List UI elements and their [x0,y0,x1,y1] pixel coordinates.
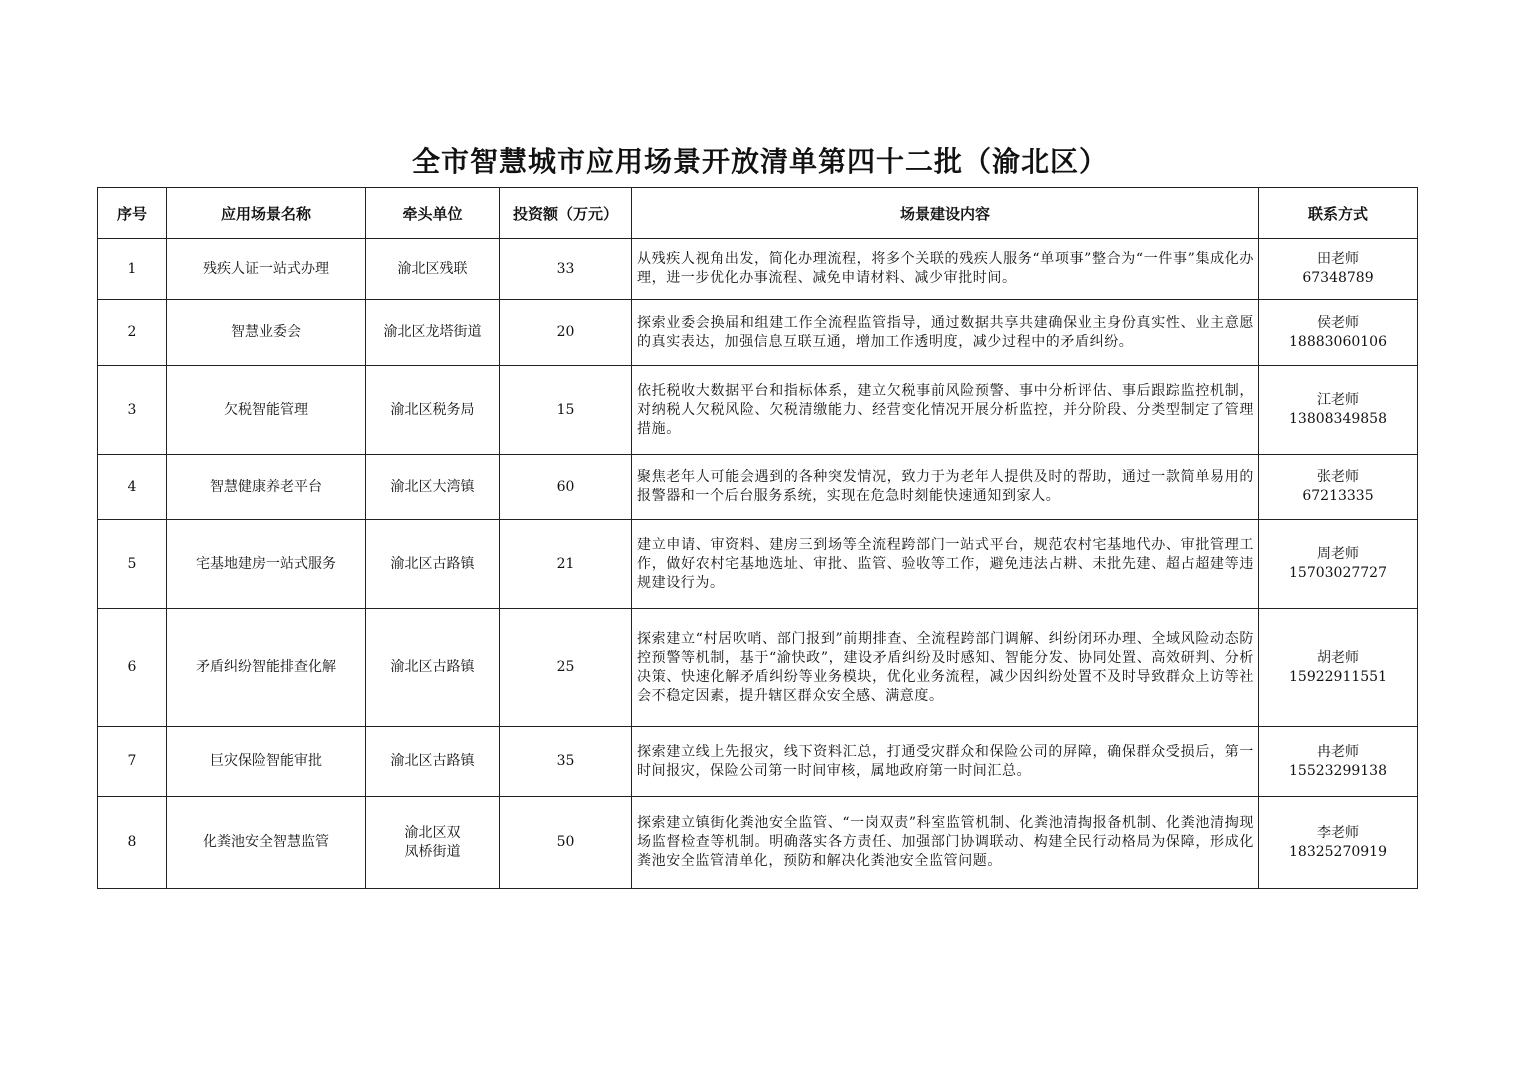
contact-phone: 67348789 [1302,270,1374,286]
header-unit: 牵头单位 [366,188,500,239]
cell-investment: 20 [500,300,632,366]
cell-unit: 渝北区残联 [366,239,500,300]
cell-contact [1259,239,1418,300]
cell-unit: 渝北区龙塔街道 [366,300,500,366]
cell-name: 智慧健康养老平台 [167,455,366,520]
cell-name: 矛盾纠纷智能排查化解 [167,609,366,727]
contact-name: 李老师 [1317,824,1359,841]
header-content: 场景建设内容 [632,188,1259,239]
header-contact: 联系方式 [1259,188,1418,239]
cell-investment: 50 [500,797,632,889]
contact-name: 胡老师 [1317,649,1359,666]
unit-line-2: 凤桥街道 [404,843,461,860]
table-header-row [98,188,1418,239]
contact-name: 侯老师 [1317,314,1359,331]
scenario-table [97,187,1418,889]
cell-content: 探索业委会换届和组建工作全流程监管指导，通过数据共享共建确保业主身份真实性、业主意愿的真实表达，加强信息互联互通，增加工作透明度，减少过程中的矛盾纠纷。 [632,300,1259,366]
cell-investment: 15 [500,366,632,455]
header-name: 应用场景名称 [167,188,366,239]
cell-no: 2 [98,300,167,366]
cell-name: 巨灾保险智能审批 [167,727,366,797]
table-row [98,609,1418,727]
table-row [98,366,1418,455]
contact-name: 田老师 [1317,251,1359,267]
cell-name: 宅基地建房一站式服务 [167,520,366,609]
cell-no: 8 [98,797,167,889]
cell-unit [366,797,500,889]
cell-investment: 25 [500,609,632,727]
cell-unit: 渝北区古路镇 [366,520,500,609]
cell-content: 依托税收大数据平台和指标体系，建立欠税事前风险预警、事中分析评估、事后跟踪监控机制，对纳税人欠税风险、欠税清缴能力、经营变化情况开展分析监控，并分阶段、分类型制定了管理措施。 [632,366,1259,455]
header-no: 序号 [98,188,167,239]
cell-name: 残疾人证一站式办理 [167,239,366,300]
cell-no: 1 [98,239,167,300]
unit-line-1: 渝北区双 [404,824,461,841]
contact-phone: 67213335 [1302,488,1374,504]
contact-phone: 13808349858 [1289,411,1387,427]
cell-no: 7 [98,727,167,797]
cell-content: 探索建立“村居吹哨、部门报到”前期排查、全流程跨部门调解、纠纷闭环办理、全域风险动态防控预警等机制，基于“渝快政”，建设矛盾纠纷及时感知、智能分发、协同处置、高效研判、分析决策、快速化解矛盾纠纷等业务模块，优化业务流程，减少因纠纷处置不及时导致群众上访等社会不稳定因素，提升辖区群众安全感、满意度。 [632,609,1259,727]
cell-name: 智慧业委会 [167,300,366,366]
cell-no: 6 [98,609,167,727]
cell-content: 聚焦老年人可能会遇到的各种突发情况，致力于为老年人提供及时的帮助，通过一款简单易用的报警器和一个后台服务系统，实现在危急时刻能快速通知到家人。 [632,455,1259,520]
cell-unit: 渝北区古路镇 [366,727,500,797]
contact-phone: 15922911551 [1289,668,1387,685]
cell-content: 探索建立镇街化粪池安全监管、“一岗双责”科室监管机制、化粪池清掏报备机制、化粪池清掏现场监督检查等机制。明确落实各方责任、加强部门协调联动、构建全民行动格局为保障，形成化粪池安全监管清单化，预防和解决化粪池安全监管问题。 [632,797,1259,889]
cell-investment: 33 [500,239,632,300]
cell-contact [1259,300,1418,366]
cell-content: 探索建立线上先报灾，线下资料汇总，打通受灾群众和保险公司的屏障，确保群众受损后，第一时间报灾，保险公司第一时间审核，属地政府第一时间汇总。 [632,727,1259,797]
contact-name: 周老师 [1317,546,1359,562]
contact-name: 张老师 [1317,469,1359,485]
header-investment: 投资额（万元） [500,188,632,239]
cell-contact [1259,366,1418,455]
contact-phone: 18325270919 [1289,843,1387,860]
contact-phone: 15703027727 [1289,565,1387,581]
table-row [98,239,1418,300]
cell-contact [1259,727,1418,797]
cell-contact [1259,455,1418,520]
cell-no: 3 [98,366,167,455]
contact-name: 江老师 [1317,392,1359,408]
cell-content: 建立申请、审资料、建房三到场等全流程跨部门一站式平台，规范农村宅基地代办、审批管理工作，做好农村宅基地选址、审批、监管、验收等工作，避免违法占耕、未批先建、超占超建等违规建设行为。 [632,520,1259,609]
cell-name: 化粪池安全智慧监管 [167,797,366,889]
contact-phone: 15523299138 [1289,762,1387,779]
cell-contact [1259,797,1418,889]
cell-investment: 60 [500,455,632,520]
contact-phone: 18883060106 [1289,333,1387,350]
cell-investment: 21 [500,520,632,609]
table-row [98,455,1418,520]
cell-investment: 35 [500,727,632,797]
cell-unit: 渝北区古路镇 [366,609,500,727]
table-row [98,797,1418,889]
contact-name: 冉老师 [1317,743,1359,760]
cell-no: 5 [98,520,167,609]
cell-no: 4 [98,455,167,520]
table-row [98,520,1418,609]
cell-name: 欠税智能管理 [167,366,366,455]
table-row [98,300,1418,366]
table-row [98,727,1418,797]
cell-unit: 渝北区大湾镇 [366,455,500,520]
cell-contact [1259,520,1418,609]
cell-content: 从残疾人视角出发，简化办理流程，将多个关联的残疾人服务“单项事”整合为“一件事”集成化办理，进一步优化办事流程、减免申请材料、减少审批时间。 [632,239,1259,300]
cell-unit: 渝北区税务局 [366,366,500,455]
page-title: 全市智慧城市应用场景开放清单第四十二批（渝北区） [411,145,1108,178]
cell-contact [1259,609,1418,727]
